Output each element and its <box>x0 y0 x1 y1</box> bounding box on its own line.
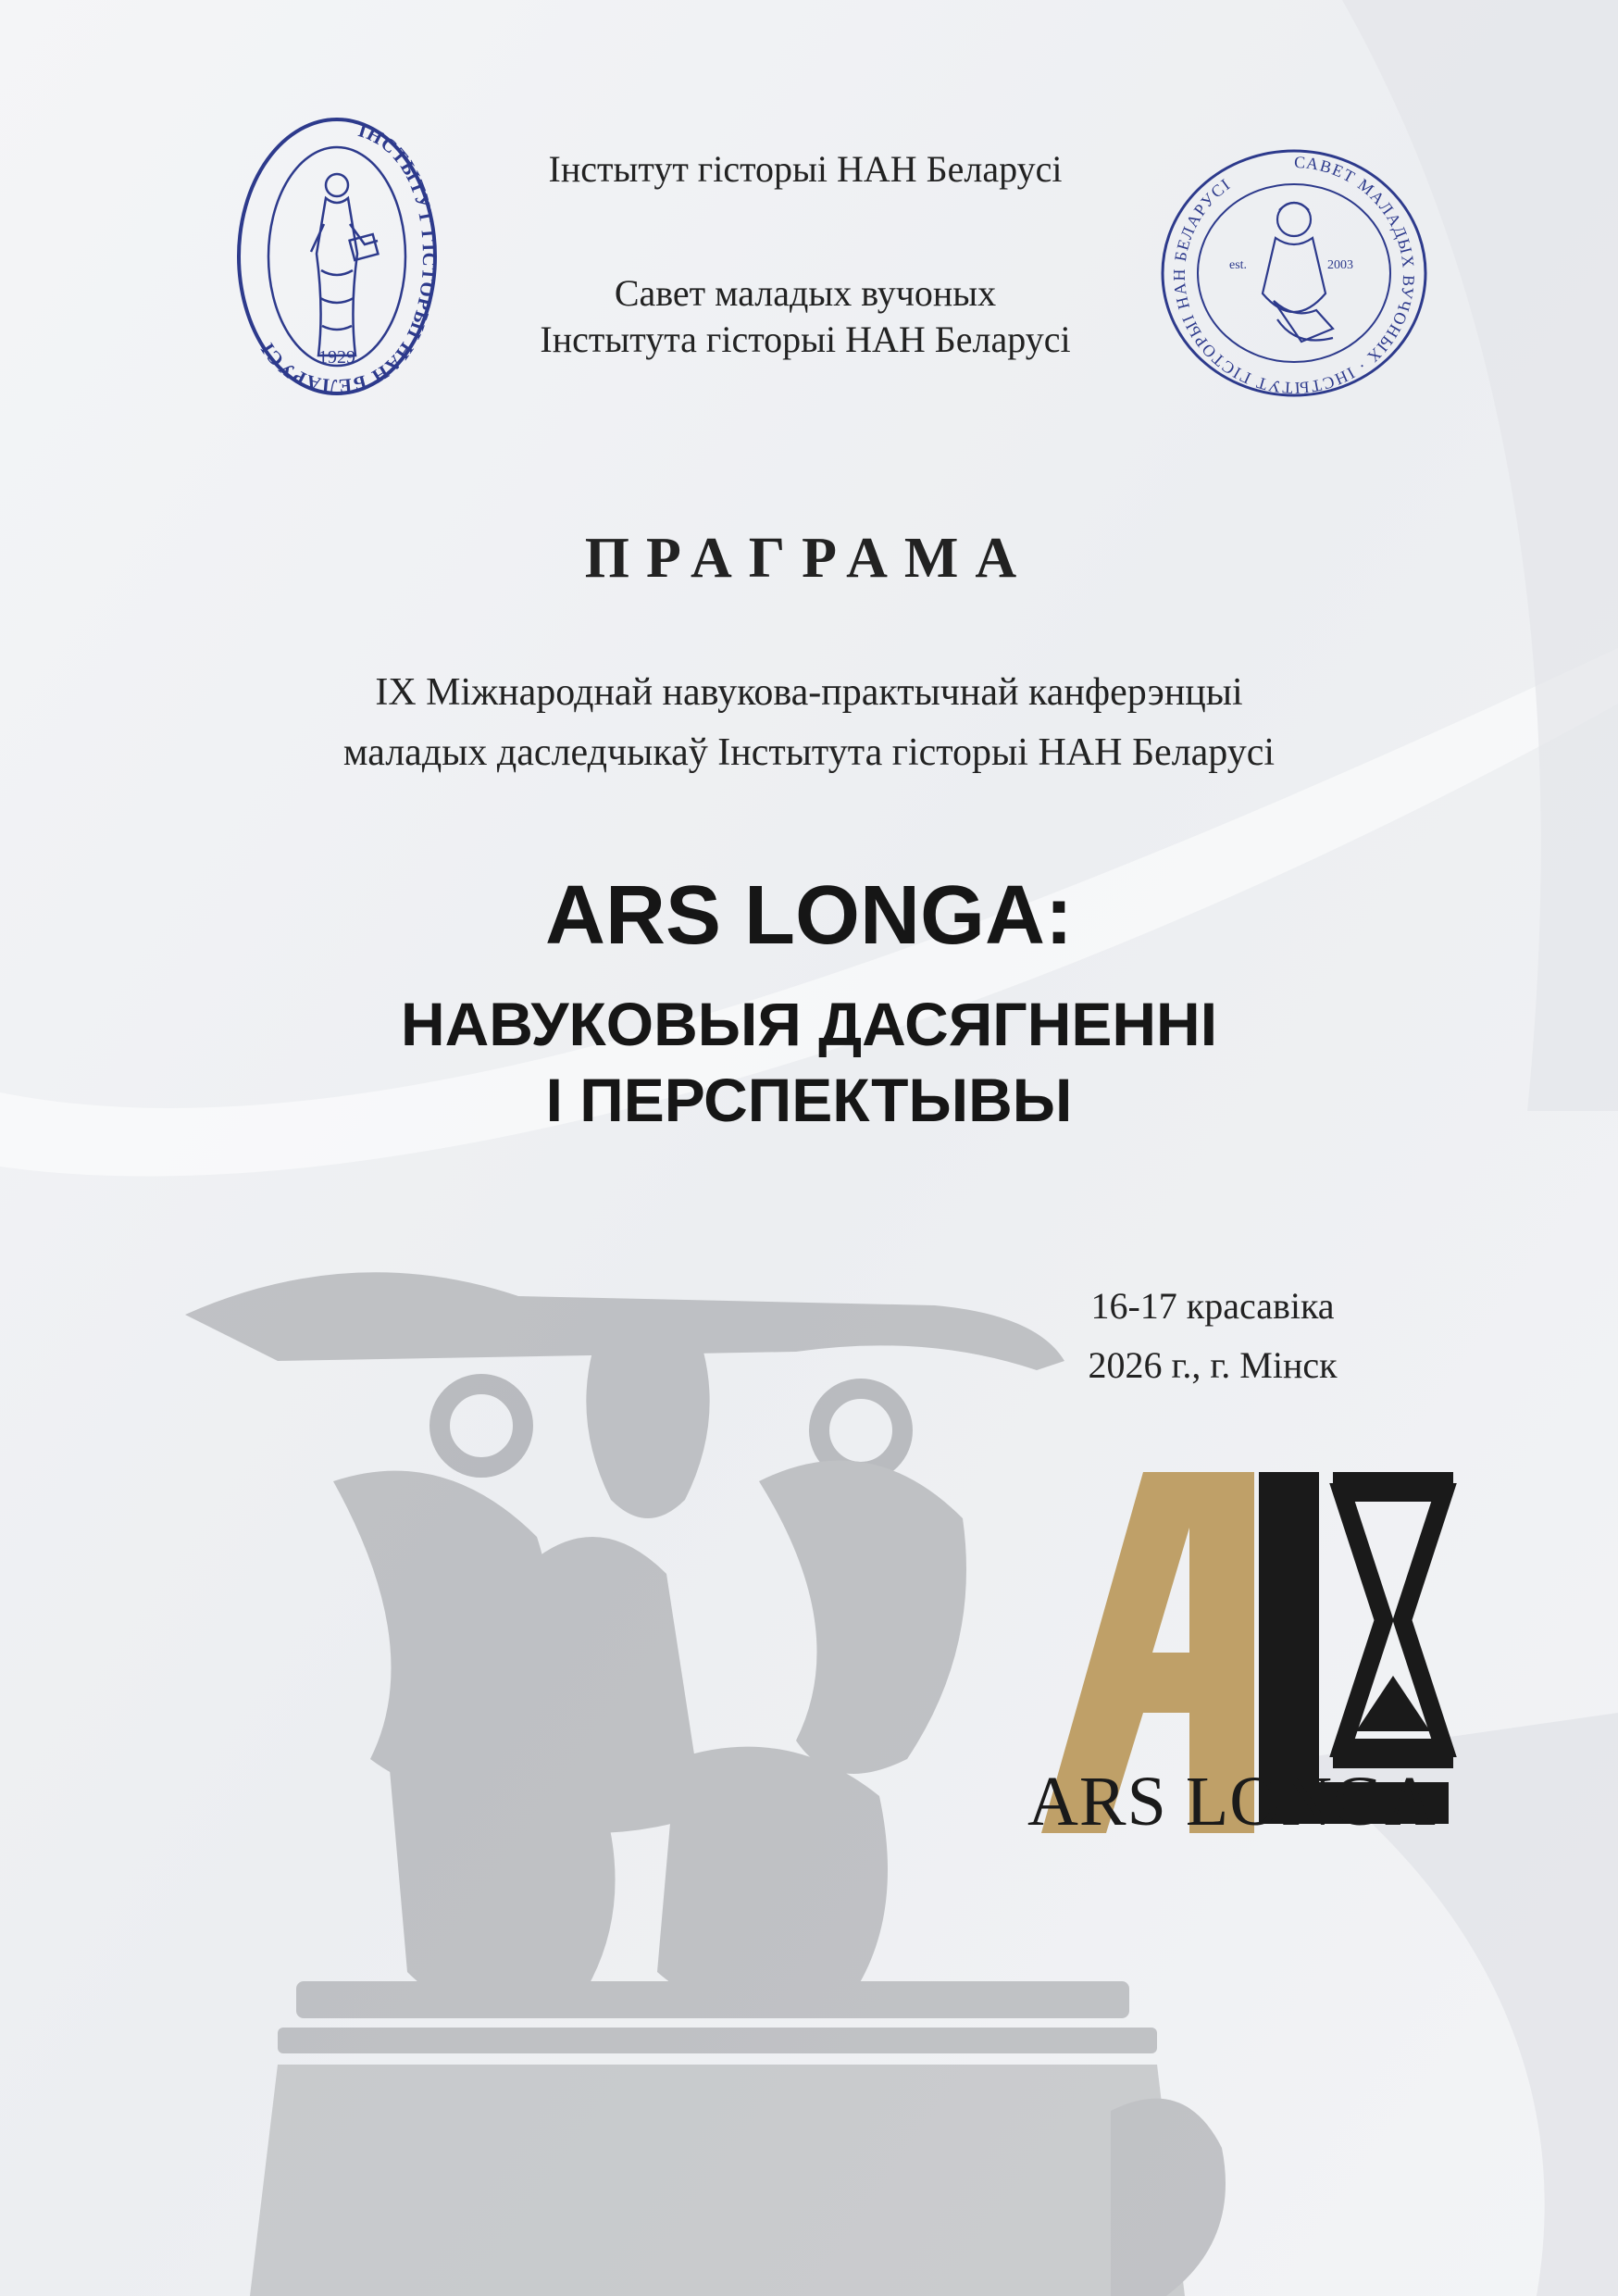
program-heading: ПРАГРАМА <box>584 527 1034 590</box>
institute-name: Інстытут гісторыі НАН Беларусі <box>548 148 1063 190</box>
title-line1: ARS LONGA: <box>545 869 1073 962</box>
conference-line1: IX Міжнароднай навукова-практычнай канферэнцыі <box>375 671 1243 714</box>
conference-line2: маладых даследчыкаў Інстытута гісторыі НАН Беларусі <box>342 731 1276 774</box>
right-seal-est-label: est. <box>1229 258 1248 272</box>
council-name <box>389 270 1222 363</box>
right-seal-est-year: 2003 <box>1327 258 1353 272</box>
left-seal-year: 1929 <box>318 347 355 368</box>
title-line3: І ПЕРСПЕКТЫВЫ <box>545 1066 1073 1134</box>
title-line2: НАВУКОВЫЯ ДАСЯГНЕННІ <box>400 990 1218 1058</box>
event-dates: 16-17 красавіка <box>1090 1285 1335 1327</box>
council-name-line2: Інстытута гісторыі НАН Беларусі <box>540 318 1071 360</box>
conference-description <box>68 663 1550 783</box>
council-name-line1: Савет маладых вучоных <box>614 272 997 314</box>
left-seal-ring-text: ІНСТЫТУТ ГІСТОРЫІ НАН БЕЛАРУСІ <box>255 119 442 398</box>
event-year-city: 2026 г., г. Мінск <box>1088 1344 1338 1386</box>
right-seal-ring-text: САВЕТ МАЛАДЫХ ВУЧОНЫХ · ІНСТЫТУТ ГІСТОРЫІ НАН БЕЛАРУСІ <box>1169 152 1419 398</box>
logo-text: ARS LONGA <box>1027 1763 1437 1841</box>
